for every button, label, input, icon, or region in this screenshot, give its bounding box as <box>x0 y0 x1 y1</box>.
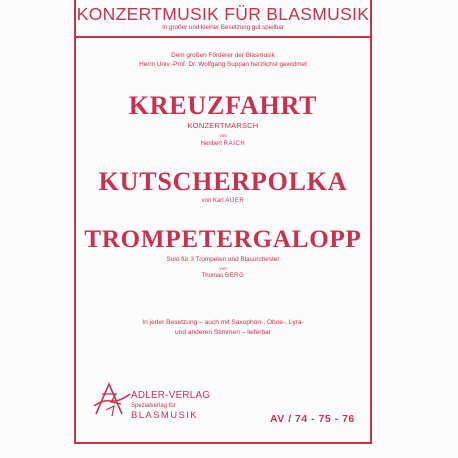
adler-logo-icon <box>92 380 132 418</box>
composer-kreuzfahrt <box>74 141 372 147</box>
catalog-number: AV / 74 - 75 - 76 <box>270 413 355 425</box>
work-by-trompetergalopp: von <box>219 266 227 271</box>
composer-trompetergalopp <box>74 273 372 279</box>
availability-note <box>74 318 372 338</box>
composer-by: von Karl <box>201 198 224 204</box>
work-subtitle-kreuzfahrt: KONZERTMARSCH <box>187 121 259 130</box>
composer-last-name: BERG <box>224 273 245 279</box>
composer-first-name: Thomas <box>201 273 224 279</box>
dedication-line-2: Herrn Univ.-Prof. Dr. Wolfgang Suppan herzlichst gewidmet <box>139 61 307 68</box>
work-title-kreuzfahrt: KREUZFAHRT <box>128 91 318 120</box>
series-subtitle: In großer und kleiner Besetzung gut spielbar <box>162 24 284 31</box>
availability-line-2: und anderen Stimmen – lieferbar <box>174 329 272 336</box>
composer-last-name: RAICH <box>223 141 246 147</box>
work-title-kutscherpolka: KUTSCHERPOLKA <box>98 167 348 196</box>
publisher-specialty: Spezialverlag für <box>131 403 176 409</box>
publisher-name: ADLER-VERLAG <box>131 390 211 401</box>
availability-line-1: In jeder Besetzung – auch mit Saxophon-, Oboe-, Lyra- <box>142 319 304 326</box>
work-title-trompetergalopp: TROMPETERGALOPP <box>84 226 362 253</box>
composer-last-name: AUER <box>225 198 245 204</box>
header-rule <box>74 36 372 38</box>
work-by-kreuzfahrt: von <box>219 133 227 138</box>
publisher-block <box>131 390 210 421</box>
composer-first-name: Heribert <box>200 141 222 147</box>
dedication-line-1: Dem großen Förderer der Blasmusik <box>171 52 275 59</box>
composer-kutscherpolka <box>74 198 372 204</box>
publisher-field: BLASMUSIK <box>131 410 198 421</box>
series-title: KONZERTMUSIK FÜR BLASMUSIK <box>76 4 370 24</box>
work-subtitle-trompetergalopp: Solo für 3 Trompeten und Blasorchester <box>166 256 280 263</box>
dedication <box>74 51 372 69</box>
